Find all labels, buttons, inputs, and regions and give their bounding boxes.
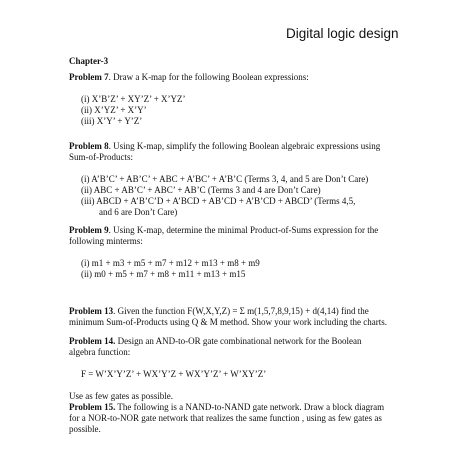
problem-15-label: Problem 15. [69,402,116,412]
problem-7 [69,72,409,127]
problem-8-item-1: (i) A’B’C’ + AB’C’ + ABC + A’BC’ + A’B’C (Terms 3, 4, and 5 are Don’t Care) [81,174,369,184]
problem-9-item-2: (ii) m0 + m5 + m7 + m8 + m11 + m13 + m15 [81,269,246,279]
problem-9 [69,225,409,280]
problem-9-statement-cont: following minterms: [69,236,143,246]
problem-8-item-3: (iii) ABCD + A’B’C’D + A’BCD + AB’CD + A’B’CD + ABCD’ (Terms 4,5, [81,196,356,206]
problem-8-statement-cont: Sum-of-Products: [69,152,133,162]
page-header-title: Digital logic design [286,26,399,41]
problem-15-statement-cont: for a NOR-to-NOR gate network that realizes the same function , using as few gates as [69,413,382,423]
problem-13-statement [69,306,409,317]
problem-14-label: Problem 14. [69,336,116,346]
chapter-heading-block [69,56,409,67]
problem-13-label: Problem 13 [69,306,114,316]
problem-15-statement [69,402,409,413]
problem-9-text: . Using K-map, determine the minimal Product-of-Sums expression for the [108,225,379,235]
problem-8-label: Problem 8 [69,141,109,151]
problem-8-item-2: (ii) ABC + AB’C’ + ABC’ + AB’C (Terms 3 and 4 are Don’t Care) [81,185,321,195]
problem-7-item-1: (i) X’B’Z’ + XY’Z’ + X’YZ’ [81,94,186,104]
problem-8-statement [69,141,409,152]
problem-7-label: Problem 7 [69,72,109,82]
problem-8-text: . Using K-map, simplify the following Boolean algebraic expressions using [108,141,381,151]
problem-8-item-3-cont: and 6 are Don’t Care) [99,207,178,217]
problem-13-text: . Given the function F(W,X,Y,Z) = Σ m(1,5,7,8,9,15) + d(4,14) find the [113,306,369,316]
problem-9-label: Problem 9 [69,225,109,235]
problem-13-statement-cont: minimum Sum-of-Products using Q & M method. Show your work including the charts. [69,317,387,327]
problem-15-text: The following is a NAND-to-NAND gate network. Draw a block diagram [115,402,385,412]
problem-8 [69,141,409,218]
problem-14-function: F = W’X’Y’Z’ + WX’Y’Z + WX’Y’Z’ + W’XY’Z’ [81,369,267,379]
problem-14-statement [69,336,409,347]
problem-15 [69,402,409,435]
problem-14-statement-cont: algebra function: [69,347,131,357]
problem-14 [69,336,409,402]
problem-7-statement [69,72,409,83]
problem-14-note: Use as few gates as possible. [69,391,173,401]
problem-7-item-2: (ii) X’YZ’ + X’Y’ [81,105,147,115]
chapter-heading: Chapter-3 [69,56,109,66]
problem-9-statement [69,225,409,236]
problem-14-text: Design an AND-to-OR gate combinational network for the Boolean [115,336,362,346]
problem-13 [69,306,409,328]
problem-15-statement-cont-2: possible. [69,424,101,434]
problem-9-item-1: (i) m1 + m3 + m5 + m7 + m12 + m13 + m8 + m9 [81,258,260,268]
problem-7-text: . Draw a K-map for the following Boolean expressions: [108,72,309,82]
problem-7-item-3: (iii) X’Y’ + Y’Z’ [81,116,143,126]
